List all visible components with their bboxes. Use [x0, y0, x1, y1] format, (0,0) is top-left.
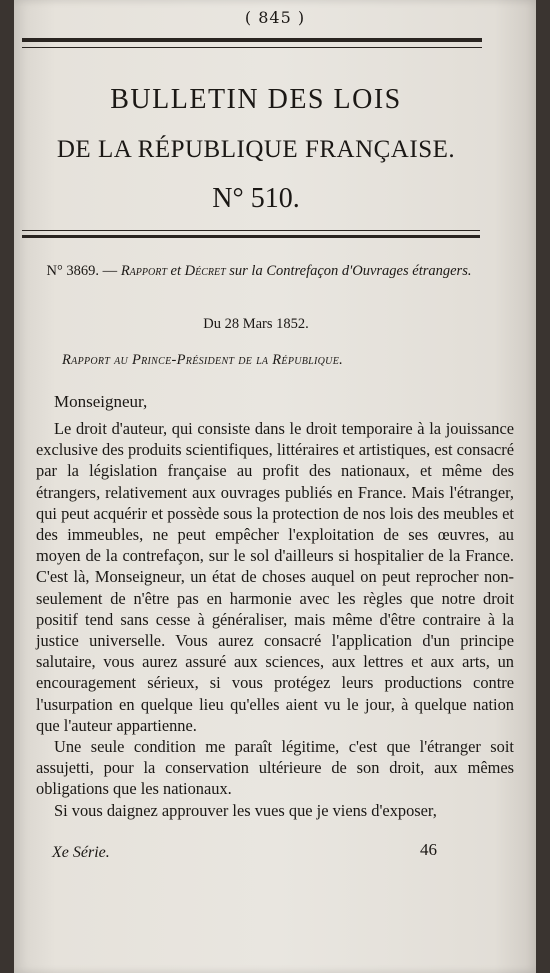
decree-number: N° 3869. —: [46, 263, 118, 279]
body-text: [36, 418, 514, 821]
bulletin-title: BULLETIN DES LOIS: [110, 84, 402, 115]
top-rule-thick: [22, 38, 482, 42]
signature-number: 46: [420, 840, 437, 859]
decree-date: Du 28 Mars 1852.: [203, 316, 309, 332]
decree-heading: [34, 262, 484, 280]
mid-rule-thin: [22, 230, 480, 231]
rapport-heading: Rapport au Prince-Président de la République.: [62, 352, 344, 368]
mid-rule-thick: [22, 235, 480, 238]
salutation: Monseigneur,: [54, 392, 148, 411]
issue-number: N° 510.: [212, 183, 300, 214]
page-number: ( 845 ): [244, 8, 306, 27]
republic-title: DE LA RÉPUBLIQUE FRANÇAISE.: [56, 136, 456, 163]
top-rule-thin: [22, 47, 482, 48]
paragraph-1: Le droit d'auteur, qui consiste dans le droit temporaire à la jouissance exclusive des produits scientifiques, littéraires et artistiques, est consacré par la législation française au profit des nationaux, et même des étrangers, relativement aux ouvrages publiés en France. Mais l'étranger, qui peut acquérir et possède sous la protection de nos lois des meubles et des immeubles, ne peut empêcher l'exploitation de ses œuvres, au moyen de la contrefaçon, sur le sol d'ailleurs si hospitalier de la France. C'est là, Monseigneur, un état de choses auquel on peut reprocher non-seulement de n'être pas en harmonie avec les règles que notre droit positif tend sans cesse à généraliser, mais même d'être contraire à la justice universelle. Vous aurez consacré l'application d'un principe salutaire, vous aurez assuré aux sciences, aux lettres et aux arts, un encouragement sérieux, si vous protégez leurs productions contre l'usurpation en quelque lieu qu'elles aient vu le jour, à quelque nation que l'auteur appartienne.: [36, 419, 514, 735]
decret-word: Décret: [184, 263, 226, 279]
rapport-word: Rapport: [120, 263, 167, 279]
series-label: Xe Série.: [52, 844, 110, 861]
paragraph-2: Une seule condition me paraît légitime, c'est que l'étranger soit assujetti, pour la conservation ultérieure de son droit, aux mêmes obligations que les nationaux.: [36, 737, 514, 799]
decree-subject: sur la Contrefaçon d'Ouvrages étrangers.: [229, 263, 472, 279]
et-word: et: [170, 263, 181, 279]
document-page: [14, 0, 536, 973]
paragraph-3: Si vous daignez approuver les vues que je viens d'exposer,: [54, 800, 437, 820]
